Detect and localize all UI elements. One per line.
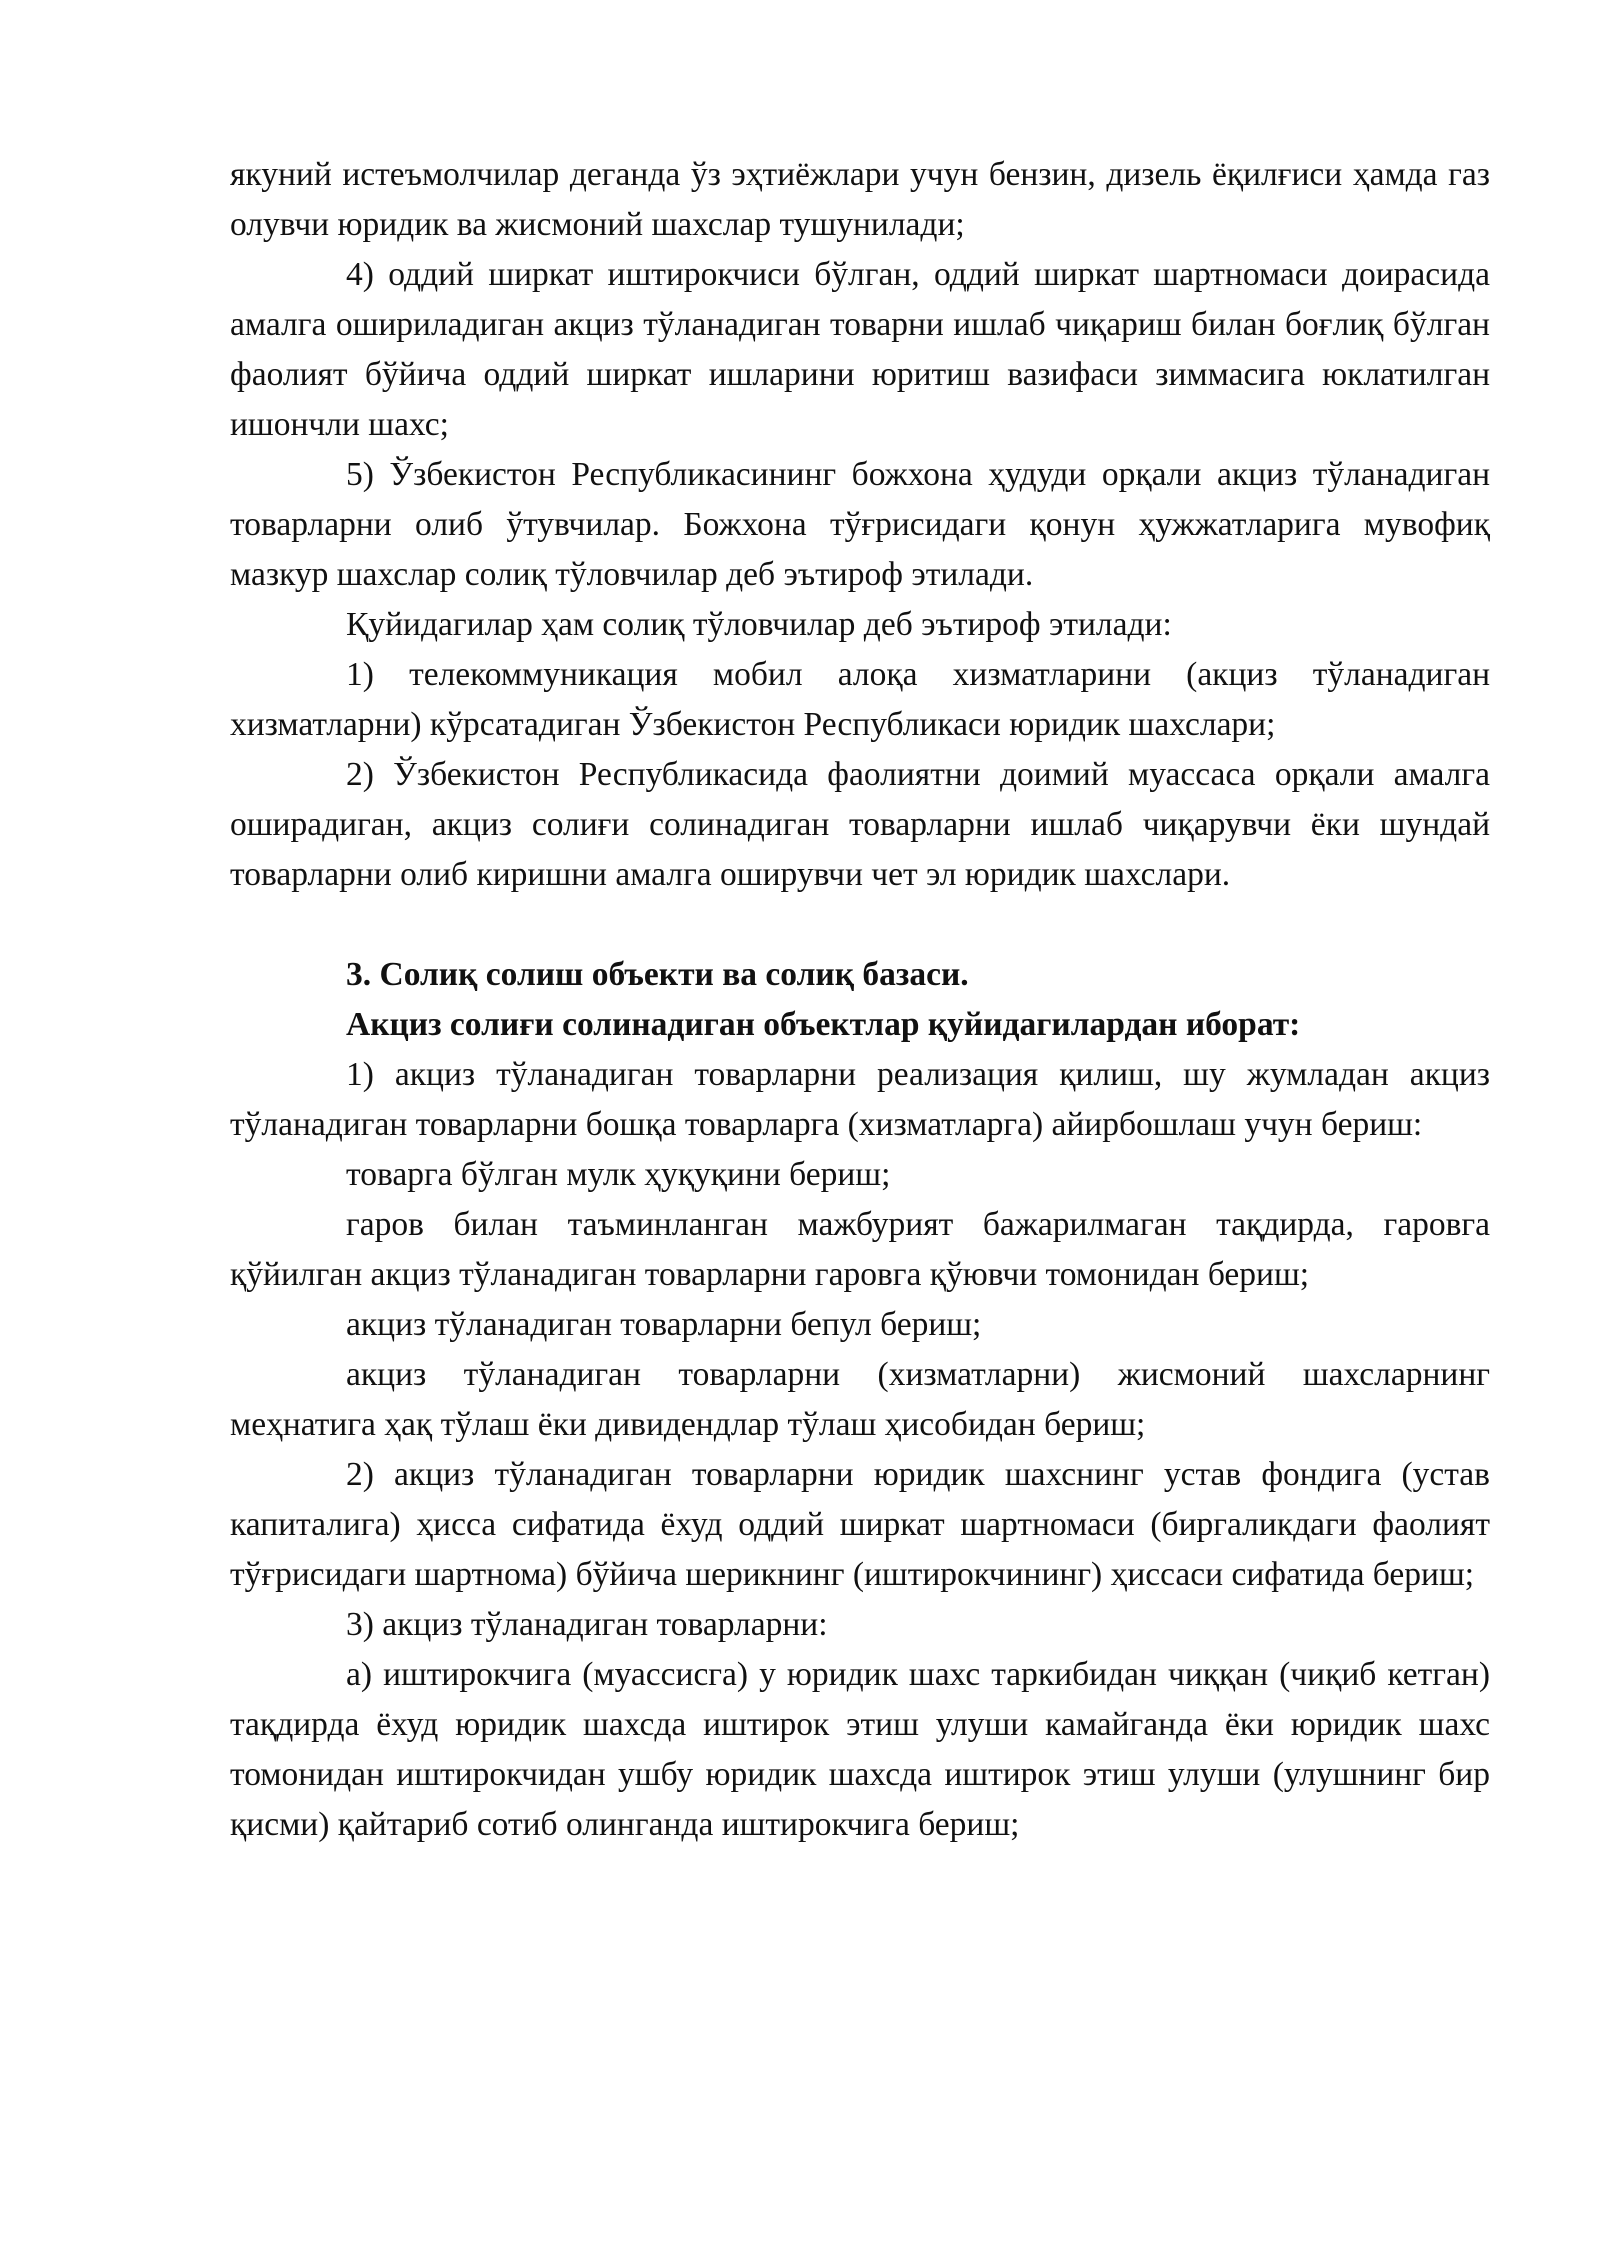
paragraph-also-item-2-foreign: 2) Ўзбекистон Республикасида фаолиятни доимий муассаса орқали амалга оширадиган, акциз солиғи солинадиган товарларни ишлаб чиқарувчи ёки шундай товарларни олиб киришни амалга оширувчи чет эл юридик шахслари. bbox=[230, 756, 1490, 893]
paragraph-consumers-definition: якуний истеъмолчилар деганда ўз эҳтиёжлари учун бензин, дизель ёқилғиси ҳамда газ олувчи юридик ва жисмоний шахслар тушунилади; bbox=[230, 156, 1490, 243]
paragraph-item-4-trustee: 4) оддий ширкат иштирокчиси бўлган, оддий ширкат шартномаси доирасида амалга ошириладиган акциз тўланадиган товарни ишлаб чиқариш билан боғлиқ бўлган фаолият бўйича оддий ширкат ишларини юритиш вазифаси зиммасига юклатилган ишончли шахс; bbox=[230, 256, 1490, 443]
paragraph-item-5-importers: 5) Ўзбекистон Республикасининг божхона ҳудуди орқали акциз тўланадиган товарларни олиб ўтувчилар. Божхона тўғрисидаги қонун ҳужжатларига мувофиқ мазкур шахслар солиқ тўловчилар деб эътироф этилади. bbox=[230, 456, 1490, 593]
section-paragraph-pledge: гаров билан таъминланган мажбурият бажарилмаган тақдирда, гаровга қўйилган акциз тўланадиган товарларни гаровга қўювчи томонидан бериш; bbox=[230, 1206, 1490, 1293]
section-title: 3. Солиқ солиш объекти ва солиқ базаси. bbox=[346, 956, 969, 993]
section-paragraph-ownership-transfer: товарга бўлган мулк ҳуқуқини бериш; bbox=[346, 1156, 891, 1193]
section-paragraph-2-charter-fund: 2) акциз тўланадиган товарларни юридик шахснинг устав фондига (устав капиталига) ҳисса сифатида ёхуд оддий ширкат шартномаси (биргаликдаги фаолият тўғрисидаги шартнома) бўйича шерикнинг (иштирокчининг) ҳиссаси сифатида бериш; bbox=[230, 1456, 1490, 1593]
paragraph-also-item-1-telecom: 1) телекоммуникация мобил алоқа хизматларини (акциз тўланадиган хизматларни) кўрсатадиган Ўзбекистон Республикаси юридик шахслари; bbox=[230, 656, 1490, 743]
section-paragraph-3-goods: 3) акциз тўланадиган товарларни: bbox=[346, 1606, 828, 1643]
paragraph-also-taxpayers: Қуйидагилар ҳам солиқ тўловчилар деб эътироф этилади: bbox=[346, 606, 1172, 643]
document-page bbox=[230, 150, 1490, 1850]
section-paragraph-wages-dividends: акциз тўланадиган товарларни (хизматларни) жисмоний шахсларнинг меҳнатига ҳақ тўлаш ёки дивидендлар тўлаш ҳисобидан бериш; bbox=[230, 1356, 1490, 1443]
section-spacer bbox=[230, 900, 1490, 950]
section-subtitle: Акциз солиғи солинадиган объектлар қуйидагилардан иборат: bbox=[346, 1006, 1301, 1043]
section-paragraph-a-participant: а) иштирокчига (муассисга) у юридик шахс таркибидан чиққан (чиқиб кетган) тақдирда ёхуд юридик шахсда иштирок этиш улуши камайганда ёки юридик шахс томонидан иштирокчидан ушбу юридик шахсда иштирок этиш улуши (улушнинг бир қисми) қайтариб сотиб олинганда иштирокчига бериш; bbox=[230, 1656, 1490, 1843]
section-paragraph-free-transfer: акциз тўланадиган товарларни бепул бериш; bbox=[346, 1306, 982, 1343]
section-paragraph-1-sale: 1) акциз тўланадиган товарларни реализация қилиш, шу жумладан акциз тўланадиган товарларни бошқа товарларга (хизматларга) айирбошлаш учун бериш: bbox=[230, 1056, 1490, 1143]
